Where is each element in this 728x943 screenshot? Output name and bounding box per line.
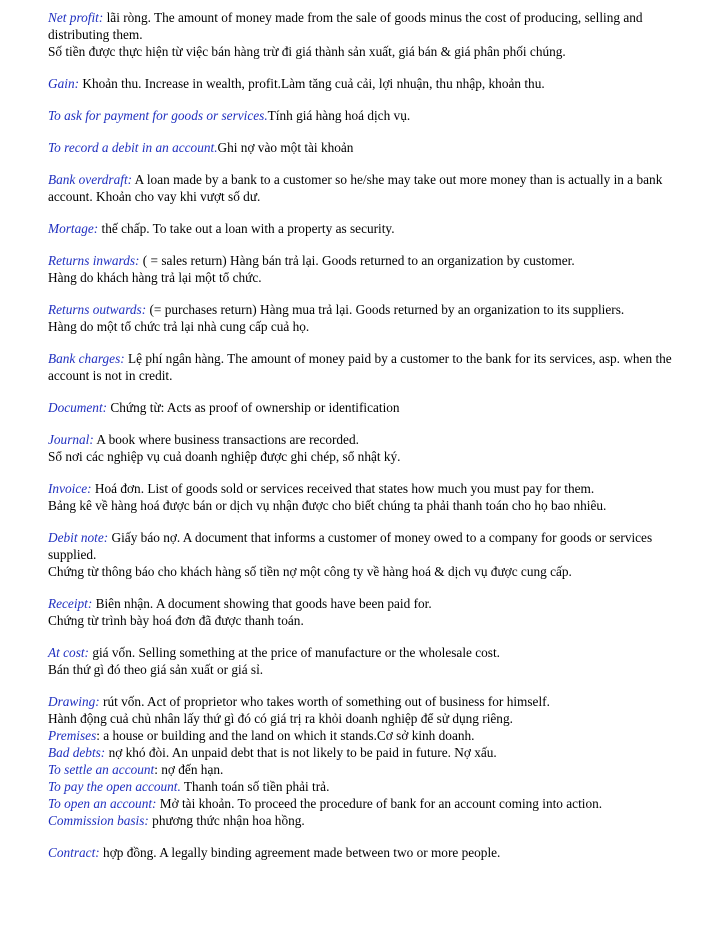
term-premises: Premises — [48, 728, 97, 743]
entry-line — [48, 595, 684, 612]
definition-text: A book where business transactions are recorded. — [93, 432, 359, 447]
entry-line — [48, 9, 684, 43]
entry-line — [48, 844, 684, 861]
definition-vi: Hành động cuả chủ nhân lấy thứ gì đó có giá trị ra khỏi doanh nghiệp để sử dụng riêng. — [48, 711, 513, 726]
glossary-entry-invoice — [48, 480, 684, 514]
definition-text: Lệ phí ngân hàng. The amount of money paid by a customer to the bank for its services, asp. when the account is not in credit. — [48, 351, 672, 383]
entry-line — [48, 761, 684, 778]
definition-text: Hoá đơn. List of goods sold or services received that states how much you must pay for them. — [91, 481, 595, 496]
definition-text: : a house or building and the land on which it stands.Cơ sở kinh doanh. — [96, 728, 475, 743]
definition-text: Khoản thu. Increase in wealth, profit.Làm tăng cuả cải, lợi nhuận, thu nhập, khoản thu. — [79, 76, 545, 91]
entry-line — [48, 778, 684, 795]
term-document: Document: — [48, 400, 108, 415]
definition-text: Biên nhận. A document showing that goods have been paid for. — [92, 596, 432, 611]
entry-line — [48, 399, 684, 416]
term-pay-open-account: To pay the open account. — [48, 779, 181, 794]
definition-vi: Bán thứ gì đó theo giá sản xuất or giá sỉ. — [48, 662, 264, 677]
term-open-account: To open an account: — [48, 796, 157, 811]
term-bank-charges: Bank charges: — [48, 351, 125, 366]
definition-text: (= purchases return) Hàng mua trả lại. Goods returned by an organization to its suppliers. — [146, 302, 625, 317]
term-returns-outwards: Returns outwards: — [48, 302, 147, 317]
glossary-entry-bad-debts — [48, 744, 684, 761]
definition-text: phương thức nhận hoa hồng. — [148, 813, 305, 828]
glossary-entry-record-debit — [48, 139, 684, 156]
definition-text: lãi ròng. The amount of money made from the sale of goods minus the cost of producing, selling and distributing them. — [48, 10, 643, 42]
glossary-entry-mortage — [48, 220, 684, 237]
glossary-entry-open-account — [48, 795, 684, 812]
definition-text: giá vốn. Selling something at the price of manufacture or the wholesale cost. — [89, 645, 500, 660]
glossary-entry-pay-open-account — [48, 778, 684, 795]
entry-line — [48, 727, 684, 744]
definition-vi: Hàng do một tổ chức trả lại nhà cung cấp cuả họ. — [48, 319, 310, 334]
term-ask-for-payment: To ask for payment for goods or services. — [48, 108, 268, 123]
glossary-entry-commission-basis — [48, 812, 684, 829]
glossary-entry-ask-for-payment — [48, 107, 684, 124]
entry-line — [48, 529, 684, 563]
term-returns-inwards: Returns inwards: — [48, 253, 140, 268]
entry-line — [48, 480, 684, 497]
definition-vi: Sổ nơi các nghiệp vụ cuả doanh nghiệp được ghi chép, sổ nhật ký. — [48, 449, 401, 464]
term-at-cost: At cost: — [48, 645, 89, 660]
glossary-entry-bank-overdraft — [48, 171, 684, 205]
entry-line — [48, 431, 684, 448]
glossary-entry-document — [48, 399, 684, 416]
glossary-entry-premises — [48, 727, 684, 744]
definition-vi: Chứng từ trình bày hoá đơn đã được thanh toán. — [48, 613, 304, 628]
glossary-entry-at-cost — [48, 644, 684, 678]
glossary-entry-returns-inwards — [48, 252, 684, 286]
definition-text: nợ khó đòi. An unpaid debt that is not likely to be paid in future. Nợ xấu. — [105, 745, 497, 760]
glossary-entry-journal — [48, 431, 684, 465]
definition-text: A loan made by a bank to a customer so he/she may take out more money than is actually in a bank account. Khoản cho vay khi vượt số dư. — [48, 172, 663, 204]
definition-text: Ghi nợ vào một tài khoản — [217, 140, 354, 155]
definition-text: thế chấp. To take out a loan with a property as security. — [98, 221, 395, 236]
definition-text: Giấy báo nợ. A document that informs a customer of money owed to a company for goods or services supplied. — [48, 530, 653, 562]
term-commission-basis: Commission basis: — [48, 813, 149, 828]
entry-line — [48, 744, 684, 761]
glossary-entry-debit-note — [48, 529, 684, 580]
glossary-entry-bank-charges — [48, 350, 684, 384]
glossary-entry-settle-account — [48, 761, 684, 778]
entry-line — [48, 171, 684, 205]
term-drawing: Drawing: — [48, 694, 100, 709]
definition-text: Thanh toán số tiền phải trả. — [180, 779, 330, 794]
glossary-entry-contract — [48, 844, 684, 861]
entry-line — [48, 812, 684, 829]
glossary-entry-receipt — [48, 595, 684, 629]
term-bad-debts: Bad debts: — [48, 745, 106, 760]
glossary-entry-gain — [48, 75, 684, 92]
entry-line — [48, 644, 684, 661]
term-receipt: Receipt: — [48, 596, 93, 611]
entry-line — [48, 795, 684, 812]
definition-text: Tính giá hàng hoá dịch vụ. — [267, 108, 411, 123]
definition-text: rút vốn. Act of proprietor who takes worth of something out of business for himself. — [99, 694, 550, 709]
definition-vi: Hàng do khách hàng trả lại một tổ chức. — [48, 270, 262, 285]
entry-line — [48, 252, 684, 269]
term-gain: Gain: — [48, 76, 80, 91]
term-debit-note: Debit note: — [48, 530, 109, 545]
definition-text: Chứng từ: Acts as proof of ownership or identification — [107, 400, 400, 415]
definition-vi: Bảng kê về hàng hoá được bán or dịch vụ nhận được cho biết chúng ta phải thanh toán cho họ bao nhiêu. — [48, 498, 607, 513]
definition-text: ( = sales return) Hàng bán trả lại. Goods returned to an organization by customer. — [139, 253, 575, 268]
entry-line — [48, 139, 684, 156]
entry-line — [48, 220, 684, 237]
entry-line — [48, 75, 684, 92]
entry-line — [48, 693, 684, 710]
term-journal: Journal: — [48, 432, 94, 447]
glossary-entry-drawing — [48, 693, 684, 727]
term-invoice: Invoice: — [48, 481, 92, 496]
entry-line — [48, 350, 684, 384]
glossary-entry-net-profit — [48, 9, 684, 60]
term-settle-account: To settle an account — [48, 762, 155, 777]
definition-text: hợp đồng. A legally binding agreement made between two or more people. — [99, 845, 501, 860]
definition-text: : nợ đến hạn. — [154, 762, 224, 777]
term-net-profit: Net profit: — [48, 10, 104, 25]
glossary-entry-returns-outwards — [48, 301, 684, 335]
term-contract: Contract: — [48, 845, 100, 860]
term-mortage: Mortage: — [48, 221, 99, 236]
definition-text: Mở tài khoản. To proceed the procedure of bank for an account coming into action. — [156, 796, 603, 811]
entry-line — [48, 301, 684, 318]
term-bank-overdraft: Bank overdraft: — [48, 172, 133, 187]
entry-line — [48, 107, 684, 124]
definition-vi: Chứng từ thông báo cho khách hàng số tiền nợ một công ty về hàng hoá & dịch vụ được cung cấp. — [48, 564, 572, 579]
definition-vi: Số tiền được thực hiện từ việc bán hàng trừ đi giá thành sản xuất, giá bán & giá phân phối chúng. — [48, 44, 566, 59]
term-record-debit: To record a debit in an account. — [48, 140, 218, 155]
